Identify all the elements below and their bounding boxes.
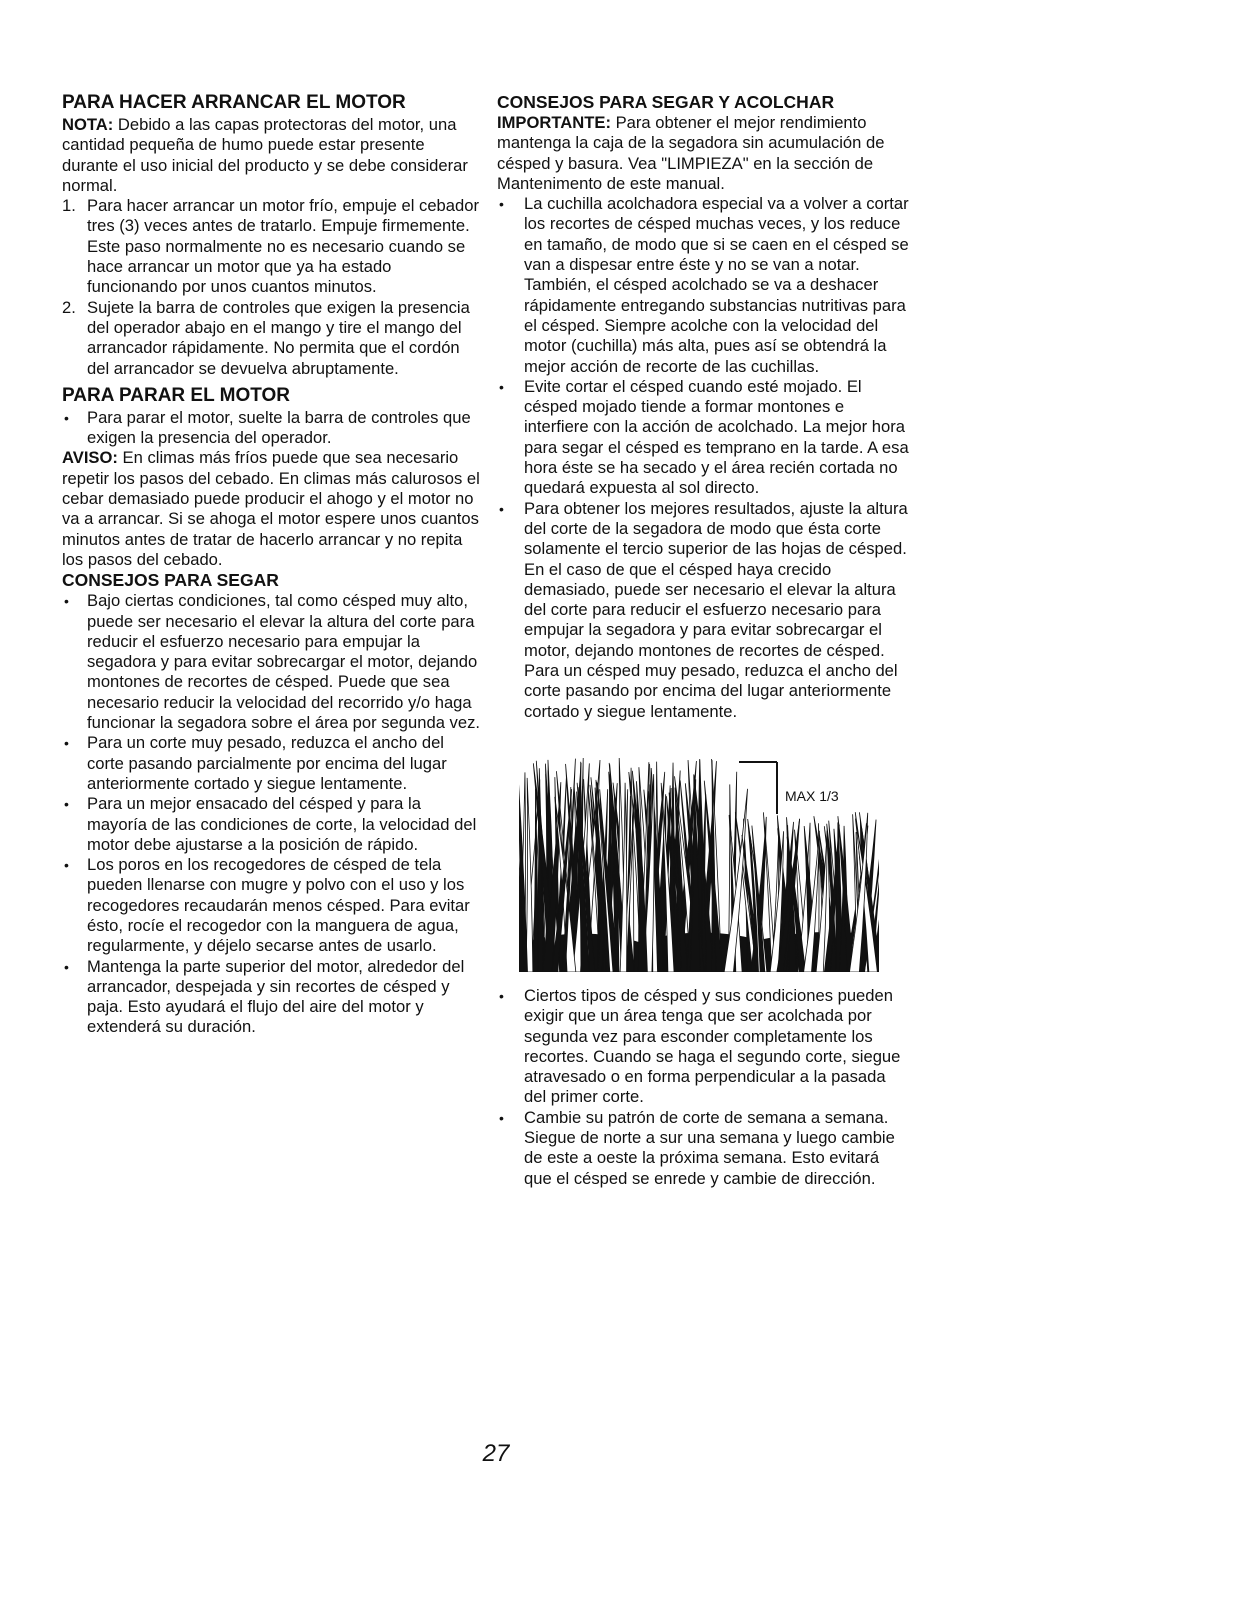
mowing-tip: [62, 794, 480, 855]
mulching-tip: [497, 986, 910, 1108]
important-label: IMPORTANTE:: [497, 113, 611, 132]
bullet-icon: •: [499, 196, 504, 213]
important-paragraph: [497, 113, 910, 194]
bullet-icon: •: [64, 735, 69, 752]
bullet-text: Los poros en los recogedores de césped de tela pueden llenarse con mugre y polvo con el uso y los recogedores recaudarán menos césped. Para evitar ésto, rocíe el recogedor con la manguera de agua, regularmente, y déjelo secarse antes de usarlo.: [87, 855, 470, 956]
note-text: Debido a las capas protectoras del motor, una cantidad pequeña de humo puede estar presente durante el uso inicial del producto y se debe considerar normal.: [62, 115, 468, 195]
max-one-third-label: MAX 1/3: [785, 787, 839, 804]
start-step-2: [62, 298, 480, 379]
aviso-text: En climas más fríos puede que sea necesario repetir los pasos del cebado. En climas más calurosos el cebar demasiado puede producir el ahogo y el motor no va a arrancar. Si se ahoga el motor espere unos cuantos minutos antes de tratar de hacerlo arrancar y no repita los pasos del cebado.: [62, 448, 480, 569]
mulching-tip: [497, 1108, 910, 1189]
mowing-tip: [62, 733, 480, 794]
bullet-icon: •: [64, 958, 69, 975]
left-column: [62, 92, 480, 1038]
bullet-icon: •: [499, 500, 504, 517]
bullet-icon: •: [499, 987, 504, 1004]
grass-height-figure: [519, 754, 879, 972]
stop-bullet: [62, 408, 480, 449]
step-text: Para hacer arrancar un motor frío, empuje el cebador tres (3) veces antes de tratarlo. Empuje firmemente. Este paso normalmente no es necesario cuando se hace arrancar un motor que ya ha estado funcionando por unos cuantos minutos.: [87, 196, 479, 297]
mulching-tip: [497, 377, 910, 499]
mowing-tip: [62, 591, 480, 733]
right-column: [497, 92, 910, 1189]
bullet-text: Para un mejor ensacado del césped y para la mayoría de las condiciones de corte, la velocidad del motor debe ajustarse a la posición de rápido.: [87, 794, 477, 854]
start-engine-heading: PARA HACER ARRANCAR EL MOTOR: [62, 92, 406, 113]
mulching-tips-heading: CONSEJOS PARA SEGAR Y ACOLCHAR: [497, 92, 835, 112]
bullet-icon: •: [499, 1109, 504, 1126]
mulching-tip: [497, 499, 910, 722]
bullet-text: Para obtener los mejores resultados, ajuste la altura del corte de la segadora de modo que ésta corte solamente el tercio superior de las hojas de césped. En el caso de que el césped haya crecido demasiado, puede ser necesario el elevar la altura del corte para reducir el esfuerzo necesario para empujar la segadora y para evitar sobrecargar el motor, dejando montones de recortes de césped. Para un césped muy pesado, reduzca el ancho del corte pasando por encima del lugar anteriormente cortado y siegue lentamente.: [524, 498, 908, 721]
step-text: Sujete la barra de controles que exigen la presencia del operador abajo en el mango y tire el mango del arrancador rápidamente. No permita que el cordón del arrancador se devuelva abruptamente.: [87, 297, 470, 378]
mowing-tip: [62, 855, 480, 956]
bullet-text: Bajo ciertas condiciones, tal como césped muy alto, puede ser necesario el elevar la altura del corte para reducir el esfuerzo necesario para empujar la segadora y para evitar sobrecargar el motor, dejando montones de recortes de césped. Puede que sea necesario reducir la velocidad del recorrido y/o haga funcionar la segadora sobre el área por segunda vez.: [87, 591, 480, 733]
note-label: NOTA:: [62, 115, 114, 134]
bullet-icon: •: [64, 593, 69, 610]
important-text: Para obtener el mejor rendimiento mantenga la caja de la segadora sin acumulación de césped y basura. Vea "LIMPIEZA" en la sección de Mantenimento de este manual.: [497, 113, 885, 193]
bullet-icon: •: [64, 857, 69, 874]
mowing-tips-heading: CONSEJOS PARA SEGAR: [62, 570, 279, 591]
step-number: 2.: [62, 297, 76, 317]
bullet-text: Ciertos tipos de césped y sus condiciones pueden exigir que un área tenga que ser acolchada por segunda vez para esconder completamente los recortes. Cuando se haga el segundo corte, siegue atravesado o en forma perpendicular a la pasada del primer corte.: [524, 985, 901, 1107]
bullet-text: Para un corte muy pesado, reduzca el ancho del corte pasando parcialmente por encima del lugar anteriormente cortado y siegue lentamente.: [87, 733, 447, 793]
bullet-text: Para parar el motor, suelte la barra de controles que exigen la presencia del operador.: [87, 407, 471, 448]
bullet-text: La cuchilla acolchadora especial va a volver a cortar los recortes de césped muchas veces, y los reduce en tamaño, de modo que si se caen en el césped se van a dispesar entre éste y no se van a notar. También, el césped acolchado se va a deshacer rápidamente entregando substancias nutritivas para el césped. Siempre acolche con la velocidad del motor (cuchilla) más alta, pues así se obtendrá la mejor acción de recorte de las cuchillas.: [524, 194, 909, 376]
start-step-1: [62, 196, 480, 297]
note-paragraph: [62, 115, 480, 196]
bullet-text: Evite cortar el césped cuando esté mojado. El césped mojado tiende a formar montones e interfiere con la acción de acolchado. La mejor hora para segar el césped es temprano en la tarde. A esa hora éste se ha secado y el área recién cortada no quedará expuesta al sol directo.: [524, 376, 909, 498]
step-number: 1.: [62, 196, 76, 216]
mulching-tip: [497, 194, 910, 377]
page-number: 27: [482, 1440, 510, 1467]
bullet-icon: •: [499, 378, 504, 395]
bullet-icon: •: [64, 409, 69, 426]
bullet-text: Mantenga la parte superior del motor, alrededor del arrancador, despejada y sin recortes de césped y paja. Esto ayudará el flujo del aire del motor y extenderá su duración.: [87, 956, 465, 1037]
aviso-paragraph: [62, 448, 480, 570]
grass-illustration: [519, 754, 879, 972]
stop-engine-heading: PARA PARAR EL MOTOR: [62, 384, 291, 406]
bullet-text: Cambie su patrón de corte de semana a semana. Siegue de norte a sur una semana y luego cambie de este a oeste la próxima semana. Esto evitará que el césped se enrede y cambie de dirección.: [524, 1107, 895, 1188]
aviso-label: AVISO:: [62, 448, 118, 468]
mowing-tip: [62, 957, 480, 1038]
bullet-icon: •: [64, 796, 69, 813]
